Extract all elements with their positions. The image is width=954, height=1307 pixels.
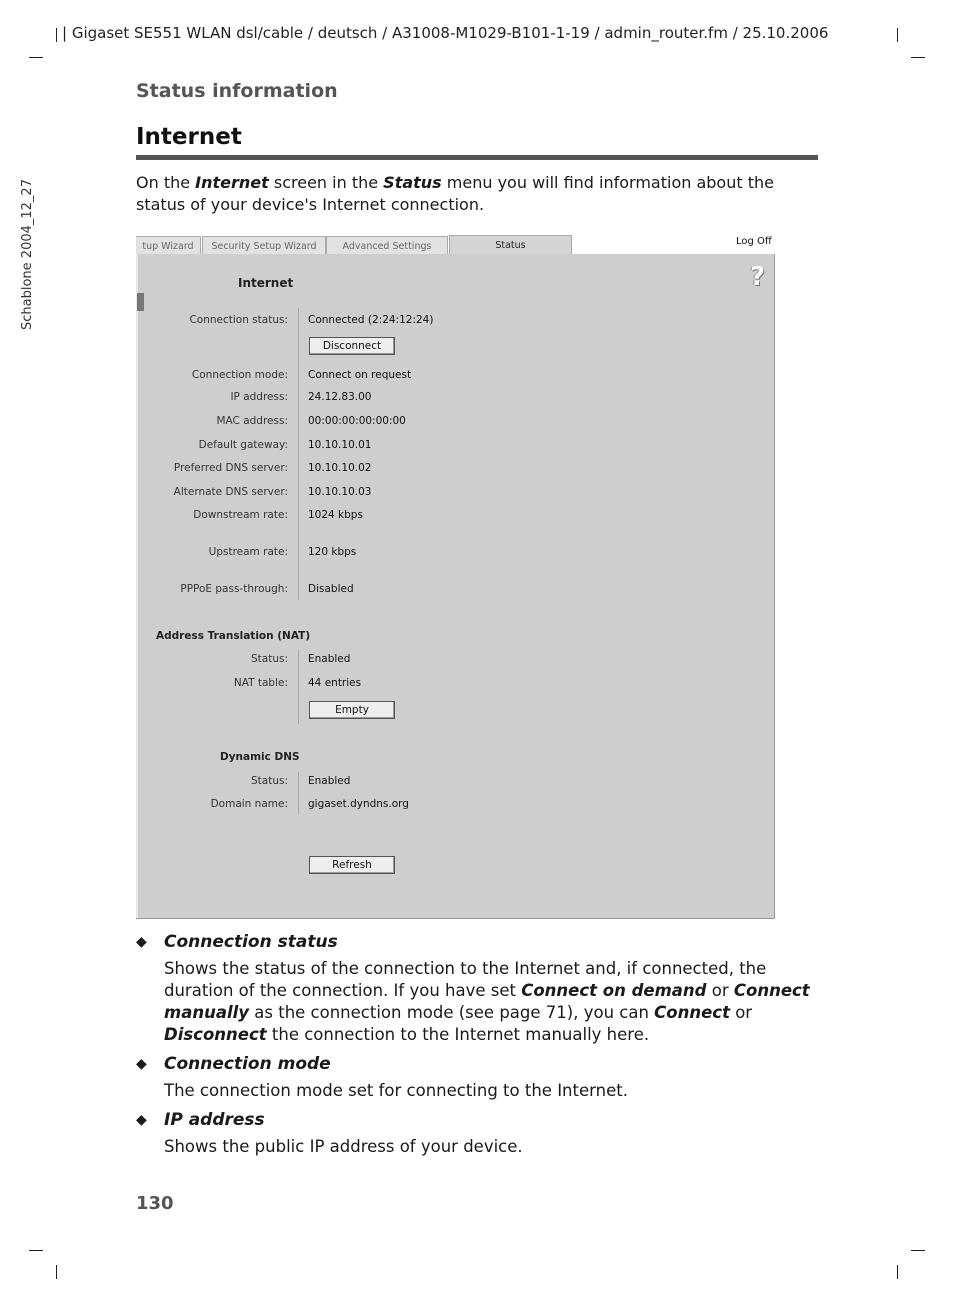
field-value: 10.10.10.03	[308, 486, 372, 498]
help-icon[interactable]: ?	[750, 262, 766, 292]
field-value: Enabled	[308, 653, 351, 665]
refresh-button[interactable]: Refresh	[309, 856, 395, 874]
field-label: Connection mode:	[191, 369, 288, 381]
template-label: Schablone 2004_12_27	[20, 179, 35, 330]
crop-mark	[897, 28, 898, 42]
crop-mark	[56, 1265, 57, 1279]
tab-setup-wizard[interactable]: tup Wizard	[136, 236, 201, 255]
field-value: Disabled	[308, 583, 354, 595]
crop-mark	[29, 57, 43, 58]
crop-mark	[897, 1265, 898, 1279]
nav-marker	[137, 293, 144, 311]
column-divider	[298, 772, 299, 814]
crop-mark	[911, 1250, 925, 1251]
tab-security-setup-wizard[interactable]: Security Setup Wizard	[202, 236, 326, 255]
field-value: 44 entries	[308, 677, 362, 689]
column-divider	[298, 650, 299, 724]
field-label: IP address:	[230, 391, 288, 403]
field-value: 00:00:00:00:00:00	[308, 415, 406, 427]
tab-advanced-settings[interactable]: Advanced Settings	[326, 236, 448, 255]
bullet-title: IP address	[164, 1110, 265, 1130]
crop-mark	[29, 1250, 43, 1251]
field-label: Default gateway:	[198, 439, 288, 451]
nat-heading: Address Translation (NAT)	[156, 630, 311, 642]
field-value: 10.10.10.01	[308, 439, 372, 451]
crop-mark	[56, 28, 57, 42]
page-number: 130	[136, 1193, 174, 1214]
field-value: Connect on request	[308, 369, 412, 381]
field-value: Connected (2:24:12:24)	[308, 314, 434, 326]
bullet-icon: ◆	[136, 934, 147, 950]
bullet-text: Shows the public IP address of your device.	[164, 1137, 523, 1156]
field-label: Domain name:	[210, 798, 288, 810]
logoff-link[interactable]: Log Off	[736, 236, 772, 247]
tab-status[interactable]: Status	[449, 235, 572, 256]
bullet-title: Connection mode	[164, 1054, 331, 1074]
field-value: 10.10.10.02	[308, 462, 372, 474]
panel-title: Internet	[238, 276, 294, 290]
bullet-title: Connection status	[164, 932, 338, 952]
field-label: Status:	[251, 653, 288, 665]
field-value: Enabled	[308, 775, 351, 787]
empty-button[interactable]: Empty	[309, 701, 395, 719]
field-value: gigaset.dyndns.org	[308, 798, 409, 810]
field-label: Alternate DNS server:	[173, 486, 288, 498]
field-value: 1024 kbps	[308, 509, 363, 521]
bullet-text: Shows the status of the connection to the Internet and, if connected, the duration of the connection. If you have set Connect on demand or Connect manually as the connection mode (see page 71), you can Connect or Disconnect the connection to the Internet manually here.	[164, 959, 810, 1044]
field-label: PPPoE pass-through:	[180, 583, 288, 595]
field-label: Downstream rate:	[193, 509, 288, 521]
heading-rule	[136, 155, 818, 160]
page-heading: Internet	[136, 124, 242, 150]
field-label: Status:	[251, 775, 288, 787]
field-label: Connection status:	[189, 314, 288, 326]
field-label: MAC address:	[216, 415, 288, 427]
router-tab-bar	[136, 236, 776, 256]
bullet-icon: ◆	[136, 1112, 147, 1128]
dyndns-heading: Dynamic DNS	[220, 751, 300, 763]
document-header: | Gigaset SE551 WLAN dsl/cable / deutsch / A31008-M1029-B101-1-19 / admin_router.fm / 25.10.2006	[62, 24, 829, 42]
field-label: NAT table:	[233, 677, 288, 689]
bullet-text: The connection mode set for connecting to the Internet.	[164, 1081, 628, 1100]
bullet-icon: ◆	[136, 1056, 147, 1072]
disconnect-button[interactable]: Disconnect	[309, 337, 395, 355]
field-value: 24.12.83.00	[308, 391, 372, 403]
section-title: Status information	[136, 80, 338, 102]
field-label: Upstream rate:	[208, 546, 288, 558]
column-divider	[298, 308, 299, 600]
field-label: Preferred DNS server:	[173, 462, 288, 474]
field-value: 120 kbps	[308, 546, 357, 558]
crop-mark	[911, 57, 925, 58]
intro-paragraph: On the Internet screen in the Status menu you will find information about the status of your device's Internet connection.	[136, 173, 774, 214]
